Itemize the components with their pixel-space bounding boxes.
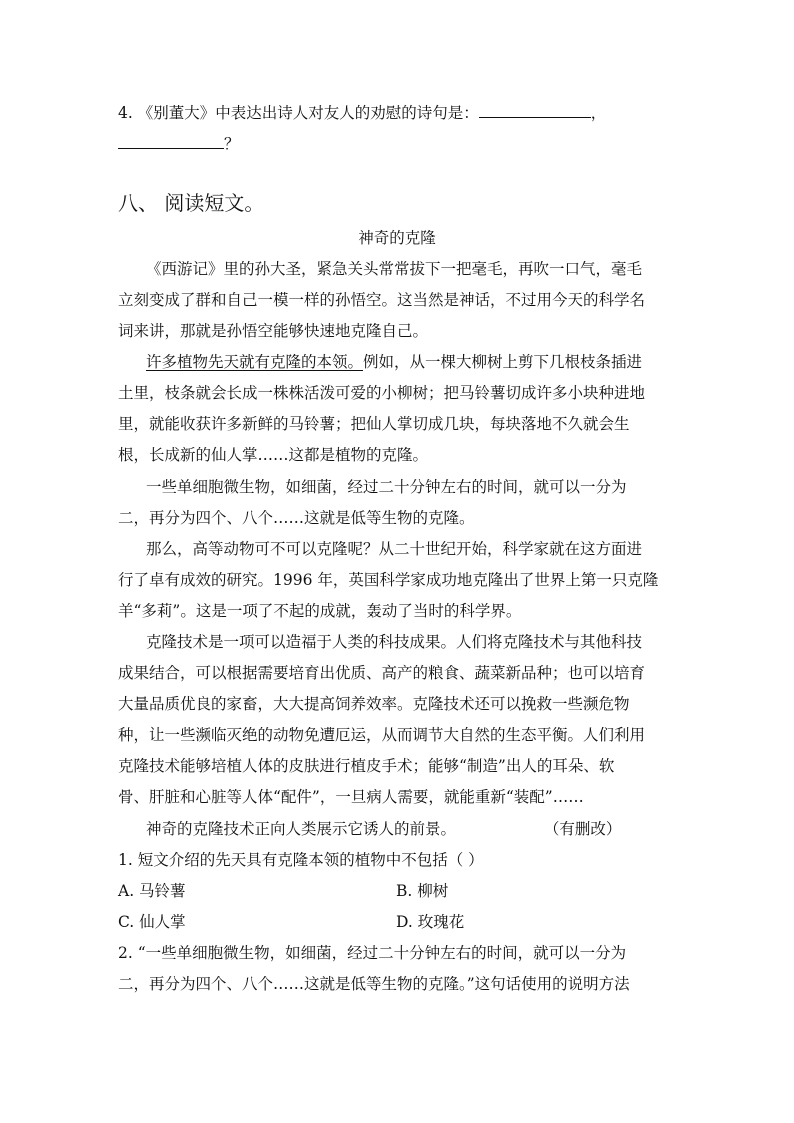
answer-blank-1[interactable] (479, 101, 591, 118)
option-d[interactable]: D. 玫瑰花 (396, 913, 465, 931)
passage-line: 《西游记》里的孙大圣，紧急关头常常拔下一把毫毛，再吹一口气，毫毛 (146, 260, 643, 278)
passage-line: 土里，枝条就会长成一株株活泼可爱的小柳树；把马铃薯切成许多小块种进地 (118, 384, 646, 402)
passage-line: 克隆技术是一项可以造福于人类的科技成果。人们将克隆技术与其他科技 (146, 633, 643, 651)
passage-line: 二，再分为四个、八个……这就是低等生物的克隆。 (118, 509, 475, 527)
option-c[interactable]: C. 仙人掌 (118, 913, 186, 931)
passage-text: 神奇的克隆技术正向人类展示它诱人的前景。 (146, 820, 457, 838)
passage-line: 大量品质优良的家畜，大大提高饲养效率。克隆技术还可以挽救一些濒危物 (118, 695, 630, 713)
question-4-line-2 (118, 132, 678, 156)
passage-line: 词来讲，那就是孙悟空能够快速地克隆自己。 (118, 322, 429, 340)
passage-line: 羊“多莉”。这是一项了不起的成就，轰动了当时的科学界。 (118, 602, 522, 620)
passage-line (146, 817, 706, 841)
passage-line: 立刻变成了群和自己一模一样的孙悟空。这当然是神话，不过用今天的科学名 (118, 291, 646, 309)
question-4-question-mark: ？ (224, 135, 240, 153)
passage-line: 里，就能收获许多新鲜的马铃薯；把仙人掌切成几块，每块落地不久就会生 (118, 415, 630, 433)
passage-line: 骨、肝脏和心脏等人体“配件”，一旦病人需要，就能重新“装配”…… (118, 788, 584, 806)
option-b[interactable]: B. 柳树 (396, 882, 449, 900)
answer-blank-2[interactable] (118, 132, 224, 149)
question-4-comma: ， (590, 104, 607, 122)
underlined-sentence: 许多植物先天就有克隆的本领。 (146, 353, 364, 371)
passage-text: 例如，从一棵大柳树上剪下几根枝条插进 (363, 353, 643, 371)
passage-line: 种，让一些濒临灭绝的动物免遭厄运，从而调节大自然的生态平衡。人们利用 (118, 726, 646, 744)
passage-line: 根，长成新的仙人掌……这都是植物的克隆。 (118, 446, 429, 464)
passage-line: 克隆技术能够培植人体的皮肤进行植皮手术；能够“制造”出人的耳朵、软 (118, 757, 615, 775)
source-note: （有删改） (543, 820, 622, 838)
question-2: 2. “一些单细胞微生物，如细菌，经过二十分钟左右的时间，就可以一分为 (118, 944, 627, 962)
question-4 (118, 101, 678, 125)
question-2-line-2: 二，再分为四个、八个……这就是低等生物的克隆。”这句话使用的说明方法 (118, 975, 630, 993)
passage-line: 行了卓有成效的研究。1996 年，英国科学家成功地克隆出了世界上第一只克隆 (118, 571, 659, 589)
passage-line: 那么，高等动物可不可以克隆呢？从二十世纪开始，科学家就在这方面进 (146, 540, 643, 558)
passage-line (146, 350, 706, 374)
passage-line: 成果结合，可以根据需要培育出优质、高产的粮食、蔬菜新品种；也可以培育 (118, 664, 646, 682)
question-1: 1. 短文介绍的先天具有克隆本领的植物中不包括（ ） (118, 851, 484, 869)
option-a[interactable]: A. 马铃薯 (118, 882, 186, 900)
question-4-text: 4. 《别董大》中表达出诗人对友人的劝慰的诗句是： (118, 104, 479, 122)
section-heading: 八、 阅读短文。 (118, 191, 265, 215)
passage-title: 神奇的克隆 (358, 229, 436, 247)
passage-line: 一些单细胞微生物，如细菌，经过二十分钟左右的时间，就可以一分为 (146, 478, 627, 496)
